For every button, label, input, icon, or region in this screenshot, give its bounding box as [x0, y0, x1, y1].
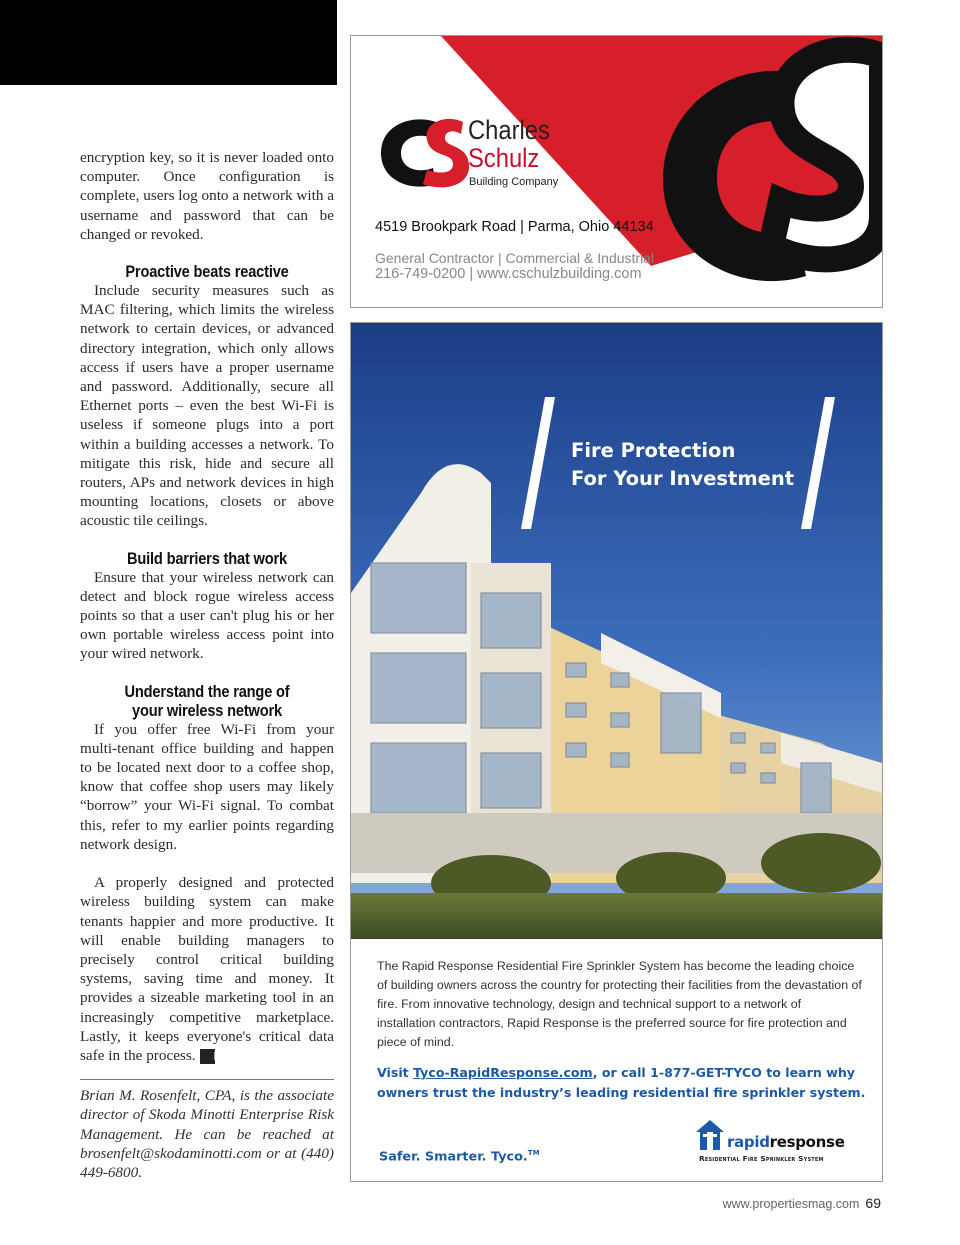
cta-suffix: , or call 1-877-GET-TYCO to learn why owners trust the industry’s leading residential fire sprinkler system. [377, 1065, 866, 1100]
bio-divider [80, 1079, 334, 1080]
section-heading-barriers: Build barriers that work [127, 548, 287, 568]
tyco-call-to-action [377, 1063, 872, 1103]
footer-url[interactable]: www.propertiesmag.com [722, 1197, 860, 1211]
tyco-tagline [379, 1149, 540, 1164]
top-black-bar [0, 0, 337, 85]
cs-logo-icon [381, 119, 469, 187]
headline-line2: For Your Investment [571, 467, 795, 490]
article-intro: encryption key, so it is never loaded onto computer. Once configuration is complete, users log onto a network with a username and password that can be changed or revoked. [80, 149, 334, 243]
company-services: General Contractor | Commercial & Industrial [375, 250, 655, 266]
logo-word-rapid: rapid [727, 1133, 770, 1151]
page-number: 69 [865, 1195, 881, 1211]
section-heading-range: Understand the range of your wireless network [124, 681, 290, 720]
rapid-response-logo [695, 1119, 875, 1167]
tyco-ad [350, 322, 883, 1182]
cta-prefix: Visit [377, 1065, 414, 1080]
company-name-line1: Charles [468, 115, 550, 145]
building-illustration [351, 323, 882, 939]
article-column [80, 148, 334, 1182]
company-subtitle: Building Company [469, 176, 559, 188]
company-address: 4519 Brookpark Road | Parma, Ohio 44134 [375, 219, 654, 235]
section-text-barriers: Ensure that your wireless network can detect and block rogue wireless access points so that a user can't plug his or her own portable wireless access point into your wired network. [80, 568, 334, 663]
logo-wordmark [727, 1133, 845, 1151]
tyco-website-link[interactable]: Tyco-RapidResponse.com [413, 1065, 593, 1080]
apartment-building-photo [351, 323, 882, 939]
section-text-range: If you offer free Wi-Fi from your multi-tenant office building and happen to be located next door to a coffee shop, know that coffee shop users may likely “borrow” your Wi-Fi signal. To combat this, refer to my earlier points regarding network design. [80, 720, 334, 853]
author-bio: Brian M. Rosenfelt, CPA, is the associate director of Skoda Minotti Enterprise Risk Management. He can be reached at brosenfelt@skodaminotti.com or at (440) 449-6800. [80, 1087, 334, 1181]
article-closing [80, 873, 334, 1065]
ad-headline [571, 437, 794, 493]
company-name-line2: Schulz [468, 143, 540, 173]
charles-schulz-ad [350, 35, 883, 308]
page-footer [723, 1195, 881, 1211]
tyco-body-text: The Rapid Response Residential Fire Sprinkler System has become the leading choice of building owners across the country for protecting their facilities from the devastation of fire. From innovative technology, design and technical support to a network of installation contractors, Rapid Response is the preferred source for fire protection and piece of mind. [377, 959, 862, 1050]
company-contact: 216-749-0200 | www.cschulzbuilding.com [375, 266, 642, 282]
section-heading-proactive: Proactive beats reactive [125, 262, 289, 282]
house-logo-icon [695, 1119, 725, 1151]
section-text-proactive: Include security measures such as MAC filtering, which limits the wireless network to certain devices, or advanced directory integration, which only allows access if users have a proper username and password. Additionally, secure all Ethernet ports – even the best Wi-Fi is useless if someone plugs into a port within a building accesses a network. To mitigate this risk, hide and secure all routers, APs and network devices in high mounting locations, closets or above acoustic tile ceilings. [80, 282, 334, 530]
trademark-mark: TM [527, 1149, 540, 1157]
company-name [468, 116, 550, 172]
logo-word-response: response [769, 1133, 845, 1151]
closing-text: A properly designed and protected wireless building system can make tenants happier and more productive. It will enable building managers to precisely control critical building systems, saving time and money. It provides a sizeable marketing tool in an increasingly competitive marketplace. Lastly, it keeps everyone's critical data safe in the process. [80, 874, 334, 1064]
logo-subtitle: Residential Fire Sprinkler System [699, 1154, 824, 1163]
end-mark-icon: P [200, 1049, 215, 1064]
tagline-text: Safer. Smarter. Tyco. [379, 1149, 528, 1165]
headline-line1: Fire Protection [571, 439, 736, 462]
